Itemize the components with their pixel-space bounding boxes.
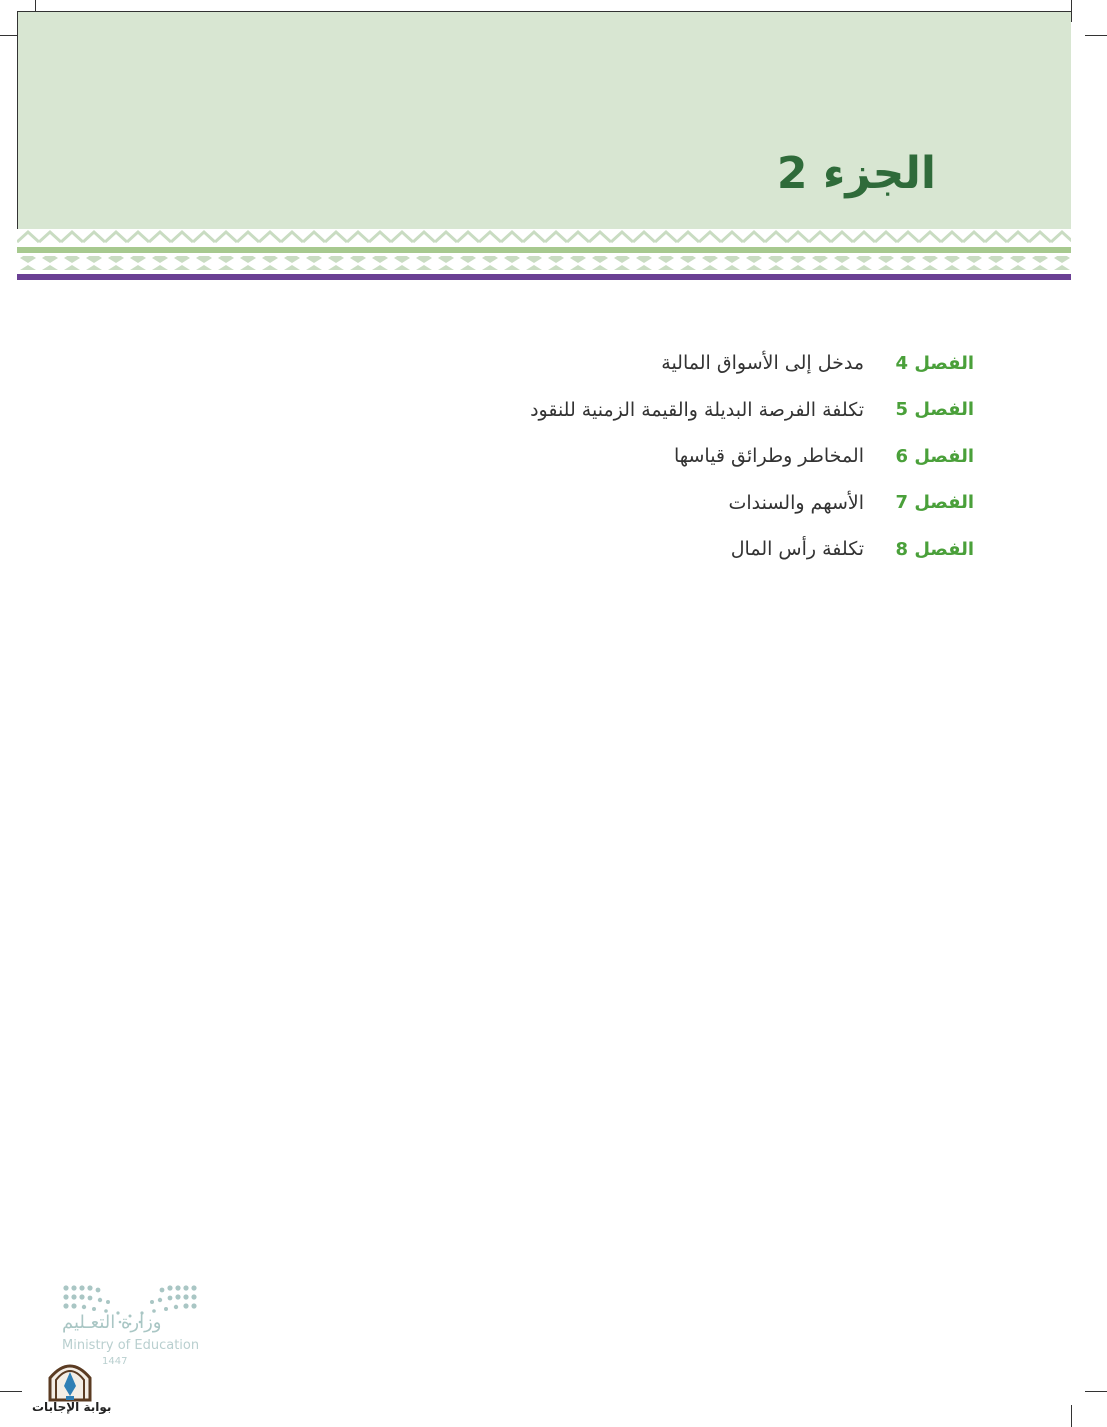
ministry-name-english: Ministry of Education bbox=[62, 1338, 200, 1353]
chapter-number: الفصل 8 bbox=[895, 538, 974, 560]
chapter-title: تكلفة رأس المال bbox=[730, 538, 864, 561]
crop-mark bbox=[1085, 1391, 1107, 1392]
toc-entry[interactable] bbox=[530, 340, 974, 387]
watermark-text: بوابة الإجابات bbox=[32, 1400, 112, 1414]
ministry-name-arabic: وزارة التعـليم bbox=[62, 1312, 162, 1333]
table-of-contents bbox=[530, 340, 974, 573]
toc-entry[interactable] bbox=[530, 387, 974, 434]
crop-mark bbox=[0, 1391, 22, 1392]
chapter-number: الفصل 6 bbox=[895, 445, 974, 467]
part-title: الجزء 2 bbox=[776, 148, 936, 199]
crop-mark bbox=[1071, 0, 1072, 22]
toc-entry[interactable] bbox=[530, 433, 974, 480]
part-banner bbox=[17, 11, 1071, 229]
ministry-year: 1447 bbox=[102, 1356, 128, 1367]
chapter-title: المخاطر وطرائق قياسها bbox=[673, 445, 864, 468]
crop-mark bbox=[1085, 35, 1107, 36]
chapter-title: تكلفة الفرصة البديلة والقيمة الزمنية للنقود bbox=[530, 398, 864, 421]
toc-entry[interactable] bbox=[530, 480, 974, 527]
green-rule bbox=[17, 247, 1071, 253]
chapter-number: الفصل 5 bbox=[895, 399, 974, 421]
crop-mark bbox=[1071, 1405, 1072, 1427]
chapter-number: الفصل 7 bbox=[895, 492, 974, 514]
purple-rule bbox=[17, 274, 1071, 280]
chapter-title: الأسهم والسندات bbox=[728, 491, 864, 514]
toc-entry[interactable] bbox=[530, 526, 974, 573]
chapter-number: الفصل 4 bbox=[895, 352, 974, 374]
chapter-title: مدخل إلى الأسواق المالية bbox=[661, 352, 864, 375]
